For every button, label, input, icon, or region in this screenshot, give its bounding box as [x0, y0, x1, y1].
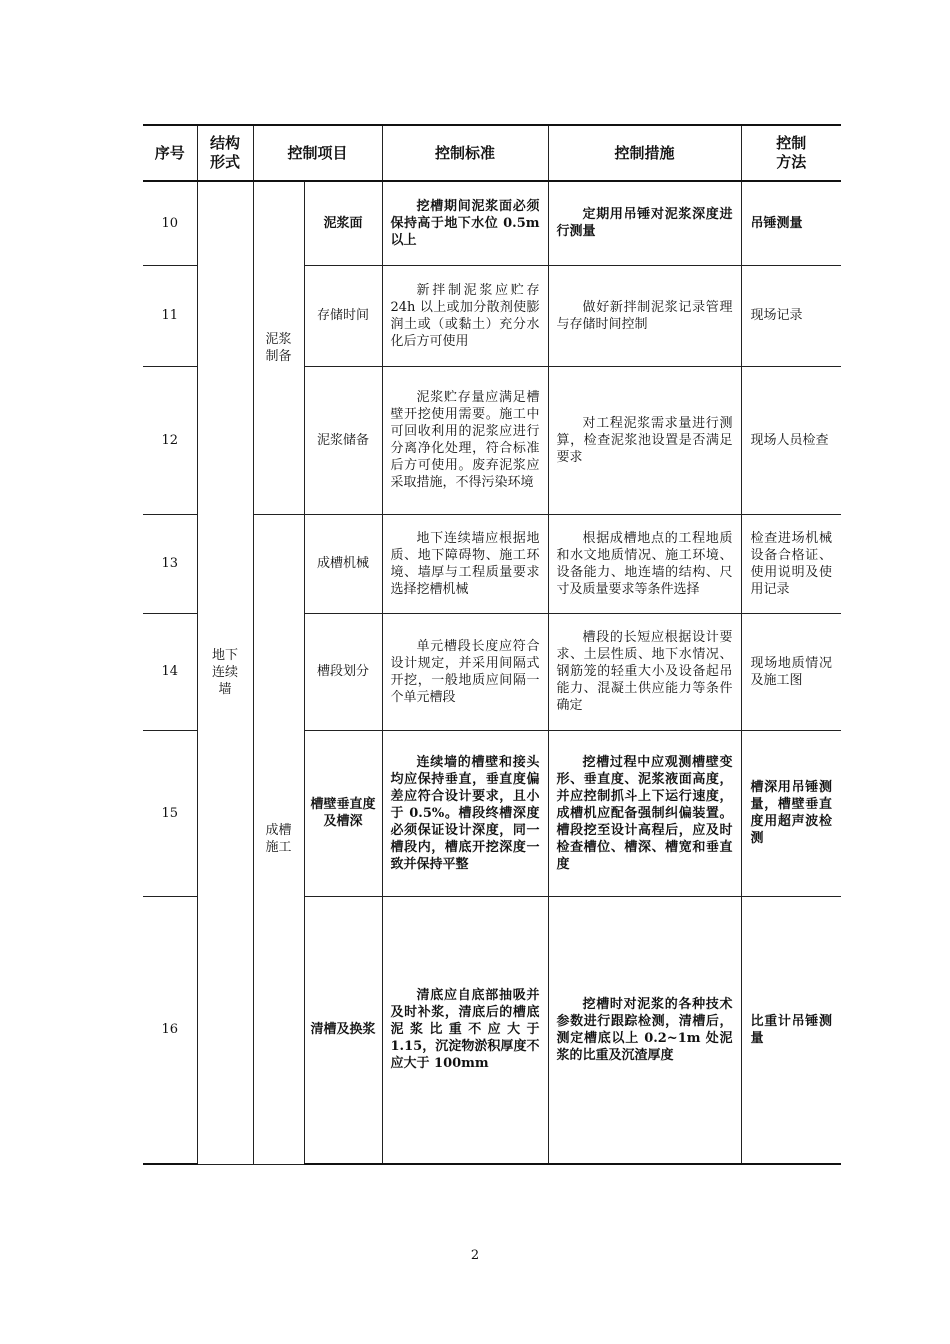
header-method: 控制方法 — [741, 125, 841, 181]
row-seq: 10 — [143, 181, 197, 265]
row-item: 清槽及换浆 — [304, 896, 382, 1164]
row-seq: 14 — [143, 613, 197, 730]
row-standard: 新拌制泥浆应贮存 24h 以上或加分散剂使膨润土或（或黏土）充分水化后方可使用 — [382, 265, 548, 366]
group-trench: 成槽施工 — [253, 514, 304, 1164]
row-method: 现场人员检查 — [741, 366, 841, 514]
row-seq: 16 — [143, 896, 197, 1164]
header-control-item: 控制项目 — [253, 125, 382, 181]
row-item: 泥浆面 — [304, 181, 382, 265]
row-standard: 地下连续墙应根据地质、地下障碍物、施工环境、墙厚与工程质量要求选择挖槽机械 — [382, 514, 548, 613]
row-seq: 11 — [143, 265, 197, 366]
table-header-row — [143, 125, 841, 181]
header-seq: 序号 — [143, 125, 197, 181]
row-measure: 对工程泥浆需求量进行测算，检查泥浆池设置是否满足要求 — [548, 366, 741, 514]
row-standard: 连续墙的槽壁和接头均应保持垂直，垂直度偏差应符合设计要求，且小于 0.5%。槽段终槽深度必须保证设计深度，同一槽段内，槽底开挖深度一致并保持平整 — [382, 730, 548, 896]
header-structure: 结构形式 — [197, 125, 253, 181]
row-measure: 根据成槽地点的工程地质和水文地质情况、施工环境、设备能力、地连墙的结构、尺寸及质量要求等条件选择 — [548, 514, 741, 613]
structure-cell: 地下连续墙 — [197, 181, 253, 1164]
table-row — [143, 181, 841, 265]
row-method: 比重计吊锤测量 — [741, 896, 841, 1164]
row-measure: 挖槽时对泥浆的各种技术参数进行跟踪检测，清槽后，测定槽底以上 0.2~1m 处泥浆的比重及沉渣厚度 — [548, 896, 741, 1164]
row-measure: 做好新拌制泥浆记录管理与存储时间控制 — [548, 265, 741, 366]
row-method: 槽深用吊锤测量，槽壁垂直度用超声波检测 — [741, 730, 841, 896]
row-standard: 单元槽段长度应符合设计规定，并采用间隔式开挖，一般地质应间隔一个单元槽段 — [382, 613, 548, 730]
row-item: 泥浆储备 — [304, 366, 382, 514]
row-seq: 15 — [143, 730, 197, 896]
row-item: 槽壁垂直度及槽深 — [304, 730, 382, 896]
page-number: 2 — [470, 1248, 480, 1263]
row-method: 现场记录 — [741, 265, 841, 366]
header-measure: 控制措施 — [548, 125, 741, 181]
row-item: 存储时间 — [304, 265, 382, 366]
row-standard: 清底应自底部抽吸并及时补浆，清底后的槽底泥浆比重不应大于 1.15，沉淀物淤积厚度不应大于 100mm — [382, 896, 548, 1164]
row-seq: 13 — [143, 514, 197, 613]
row-standard: 泥浆贮存量应满足槽壁开挖使用需要。施工中可回收利用的泥浆应进行分离净化处理，符合标准后方可使用。废弃泥浆应采取措施，不得污染环境 — [382, 366, 548, 514]
row-seq: 12 — [143, 366, 197, 514]
row-measure: 挖槽过程中应观测槽壁变形、垂直度、泥浆液面高度，并应控制抓斗上下运行速度，成槽机应配备强制纠偏装置。槽段挖至设计高程后，应及时检查槽位、槽深、槽宽和垂直度 — [548, 730, 741, 896]
row-standard: 挖槽期间泥浆面必须保持高于地下水位 0.5m 以上 — [382, 181, 548, 265]
quality-control-table — [143, 124, 841, 1165]
row-method: 现场地质情况及施工图 — [741, 613, 841, 730]
row-method: 吊锤测量 — [741, 181, 841, 265]
row-measure: 定期用吊锤对泥浆深度进行测量 — [548, 181, 741, 265]
row-item: 槽段划分 — [304, 613, 382, 730]
row-method: 检查进场机械设备合格证、使用说明及使用记录 — [741, 514, 841, 613]
row-item: 成槽机械 — [304, 514, 382, 613]
group-slurry: 泥浆制备 — [253, 181, 304, 514]
header-standard: 控制标准 — [382, 125, 548, 181]
row-measure: 槽段的长短应根据设计要求、土层性质、地下水情况、钢筋笼的轻重大小及设备起吊能力、混凝土供应能力等条件确定 — [548, 613, 741, 730]
